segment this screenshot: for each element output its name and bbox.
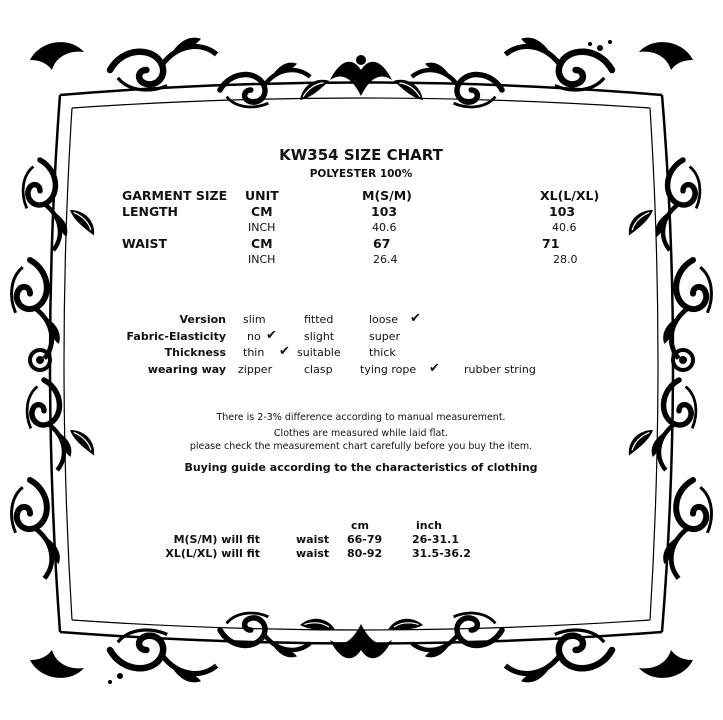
length-xl-inch: 40.6	[552, 221, 577, 234]
thickness-option-suitable: suitable	[297, 346, 341, 359]
version-option-fitted: fitted	[304, 313, 334, 326]
elasticity-option-super: super	[369, 330, 400, 343]
thickness-check-icon: ✔	[279, 344, 290, 359]
thickness-option-thick: thick	[369, 346, 396, 359]
version-option-loose: loose	[369, 313, 399, 326]
header-garment-size: GARMENT SIZE	[122, 188, 228, 203]
elasticity-option-slight: slight	[304, 330, 335, 343]
wearing-option-clasp: clasp	[304, 363, 333, 376]
fit-size-m: M(S/M) will fit	[173, 533, 260, 546]
thickness-option-thin: thin	[243, 346, 265, 359]
elasticity-option-no: no	[247, 330, 261, 343]
wearing-option-zipper: zipper	[238, 363, 273, 376]
char-label-version: Version	[179, 313, 226, 326]
length-xl-cm: 103	[549, 204, 576, 219]
fit-part-xl: waist	[296, 547, 330, 560]
version-check-icon: ✔	[410, 311, 421, 326]
elasticity-check-icon: ✔	[266, 328, 277, 343]
wearing-option-rubber-string: rubber string	[464, 363, 536, 376]
length-m-inch: 40.6	[372, 221, 397, 234]
waist-m-cm: 67	[373, 236, 391, 251]
length-unit-inch: INCH	[248, 221, 276, 234]
char-label-elasticity: Fabric-Elasticity	[126, 330, 226, 343]
row-label-length: LENGTH	[122, 204, 178, 219]
waist-m-inch: 26.4	[373, 253, 398, 266]
header-xl: XL(L/XL)	[540, 188, 600, 203]
length-unit-cm: CM	[251, 204, 273, 219]
fit-header-inch: inch	[416, 519, 442, 532]
row-label-waist: WAIST	[122, 236, 168, 251]
waist-xl-cm: 71	[542, 236, 560, 251]
fit-inch-m: 26-31.1	[412, 533, 460, 546]
waist-unit-inch: INCH	[248, 253, 276, 266]
wearing-option-tying-rope: tying rope	[360, 363, 417, 376]
version-option-slim: slim	[243, 313, 266, 326]
length-m-cm: 103	[371, 204, 398, 219]
waist-xl-inch: 28.0	[553, 253, 578, 266]
note-line-2: Clothes are measured while laid flat.	[273, 428, 449, 439]
waist-unit-cm: CM	[251, 236, 273, 251]
fit-cm-m: 66-79	[347, 533, 383, 546]
wearing-check-icon: ✔	[429, 361, 440, 376]
header-m: M(S/M)	[362, 188, 412, 203]
fit-part-m: waist	[296, 533, 330, 546]
char-label-thickness: Thickness	[164, 346, 226, 359]
note-line-1: There is 2-3% difference according to manual measurement.	[216, 412, 506, 423]
note-line-3: please check the measurement chart carefully before you buy the item.	[189, 441, 533, 452]
fit-header-cm: cm	[351, 519, 369, 532]
chart-title: KW354 SIZE CHART	[279, 146, 443, 164]
char-label-wearing-way: wearing way	[147, 363, 226, 376]
fit-cm-xl: 80-92	[347, 547, 383, 560]
buying-guide-title: Buying guide according to the characteristics of clothing	[184, 461, 538, 474]
header-unit: UNIT	[245, 188, 279, 203]
material-label: POLYESTER 100%	[309, 168, 413, 180]
fit-inch-xl: 31.5-36.2	[412, 547, 471, 560]
fit-size-xl: XL(L/XL) will fit	[165, 547, 260, 560]
